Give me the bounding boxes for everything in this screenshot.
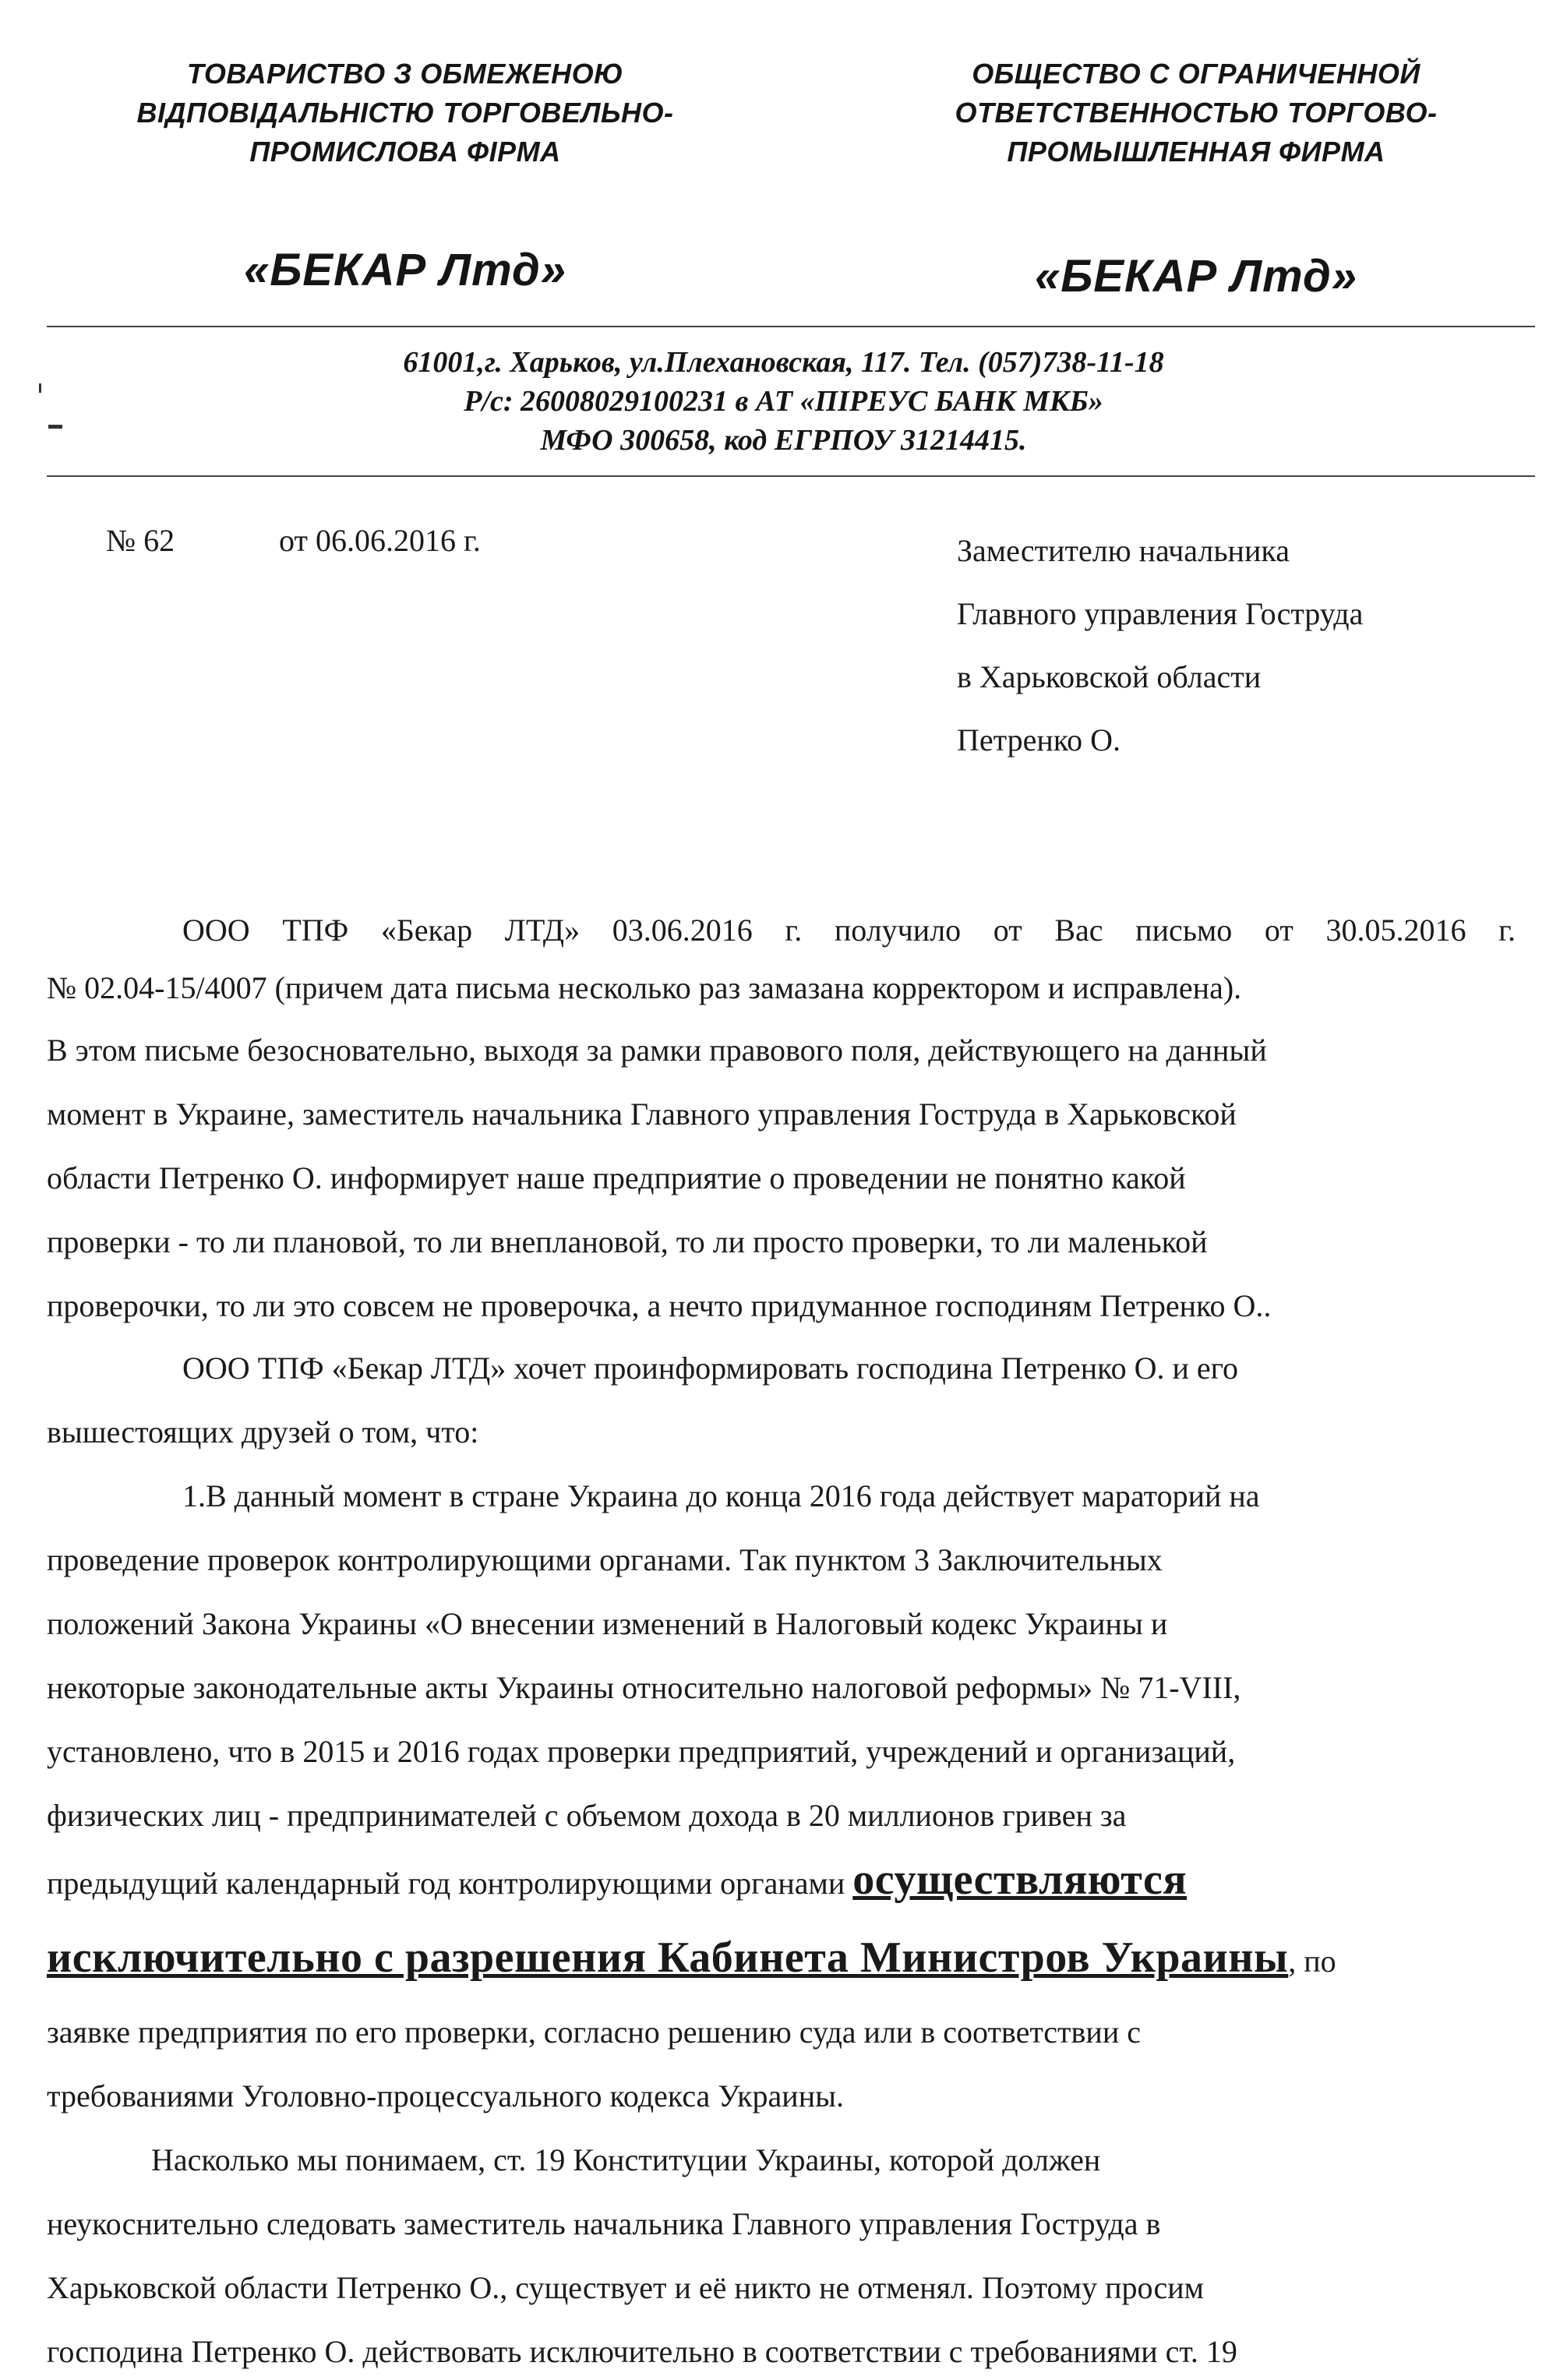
addressee-line: в Харьковской области <box>957 659 1262 694</box>
company-name: «БЕКАР Лтд» <box>1034 251 1358 302</box>
body-line <box>47 1856 1516 1904</box>
address-line: МФО 300658, код ЕГРПОУ 31214415. <box>540 424 1027 457</box>
body-line: ООО ТПФ «Бекар ЛТД» 03.06.2016 г. получило от Вас письмо от 30.05.2016 г. <box>182 913 1516 948</box>
scan-mark <box>48 425 62 429</box>
body-line: проведение проверок контролирующими органами. Так пунктом 3 Заключительных <box>47 1542 1163 1577</box>
body-line: положений Закона Украины «О внесении изменений в Налоговый кодекс Украины и <box>47 1606 1168 1641</box>
body-line: № 02.04-15/4007 (причем дата письма несколько раз замазана корректором и исправлена). <box>47 970 1242 1005</box>
letter-number: № 62 <box>106 523 175 558</box>
company-name: «БЕКАР Лтд» <box>243 245 567 295</box>
address-line: 61001,г. Харьков, ул.Плехановская, 117. Тел. (057)738-11-18 <box>403 346 1164 379</box>
body-line: Харьковской области Петренко О., существует и её никто не отменял. Поэтому просим <box>47 2270 1204 2305</box>
body-text: , по <box>1288 1944 1336 1979</box>
body-line: области Петренко О. информирует наше предприятие о проведении не понятно какой <box>47 1160 1186 1195</box>
body-line: момент в Украине, заместитель начальника Главного управления Гоструда в Харьковской <box>47 1096 1237 1132</box>
divider-top <box>47 326 1535 327</box>
emphasis-text: осуществляются <box>852 1856 1188 1904</box>
divider-bottom <box>47 475 1535 477</box>
body-line: В этом письме безосновательно, выходя за рамки правового поля, действующего на данный <box>47 1033 1267 1068</box>
letterhead-russian <box>865 55 1527 304</box>
body-line: требованиями Уголовно-процессуального кодекса Украины. <box>47 2078 844 2113</box>
addressee-line: Петренко О. <box>957 722 1121 757</box>
letter-date: от 06.06.2016 г. <box>279 523 481 558</box>
letterhead-line: ОТВЕТСТВЕННОСТЬЮ ТОРГОВО- <box>955 97 1438 129</box>
addressee-block <box>957 519 1363 772</box>
body-line: установлено, что в 2015 и 2016 годах проверки предприятий, учреждений и организаций, <box>47 1734 1236 1769</box>
body-line <box>47 1933 1516 1982</box>
body-line: заявке предприятия по его проверки, согласно решению суда или в соответствии с <box>47 2015 1141 2050</box>
body-line: некоторые законодательные акты Украины относительно налоговой реформы» № 71-VIII, <box>47 1670 1241 1705</box>
body-line: 1.В данный момент в стране Украина до конца 2016 года действует мараторий на <box>182 1478 1260 1513</box>
letterhead-line: ОБЩЕСТВО С ОГРАНИЧЕННОЙ <box>972 58 1421 90</box>
body-line: проверочки, то ли это совсем не проверочка, а нечто придуманное господиням Петренко О.. <box>47 1288 1272 1323</box>
letterhead-line: ПРОМИСЛОВА ФІРМА <box>249 136 561 168</box>
body-line: проверки - то ли плановой, то ли внеплановой, то ли просто проверки, то ли маленькой <box>47 1224 1208 1259</box>
company-address <box>0 343 1567 460</box>
addressee-line: Заместителю начальника <box>957 533 1290 568</box>
addressee-line: Главного управления Гоструда <box>957 596 1364 631</box>
emphasis-text: исключительно с разрешения Кабинета Министров Украины <box>47 1933 1289 1982</box>
letterhead-line: ТОВАРИСТВО З ОБМЕЖЕНОЮ <box>186 58 624 90</box>
body-text: предыдущий календарный год контролирующими органами <box>47 1866 853 1901</box>
address-line: Р/с: 26008029100231 в АТ «ПІРЕУС БАНК МКБ» <box>464 385 1103 418</box>
body-line: Насколько мы понимаем, ст. 19 Конституции Украины, которой должен <box>151 2142 1101 2177</box>
letterhead-line: ВІДПОВІДАЛЬНІСТЮ ТОРГОВЕЛЬНО- <box>136 97 674 129</box>
scan-mark <box>39 383 41 393</box>
letterhead-ukrainian <box>86 55 725 298</box>
letterhead-line: ПРОМЫШЛЕННАЯ ФИРМА <box>1007 136 1385 168</box>
body-line: физических лиц - предпринимателей с объемом дохода в 20 миллионов гривен за <box>47 1798 1127 1833</box>
body-line: ООО ТПФ «Бекар ЛТД» хочет проинформировать господина Петренко О. и его <box>182 1351 1239 1386</box>
body-line: господина Петренко О. действовать исключительно в соответствии с требованиями ст. 19 <box>47 2334 1237 2369</box>
body-line: неукоснительно следовать заместитель начальника Главного управления Гоструда в <box>47 2206 1161 2241</box>
body-line: вышестоящих друзей о том, что: <box>47 1414 479 1450</box>
